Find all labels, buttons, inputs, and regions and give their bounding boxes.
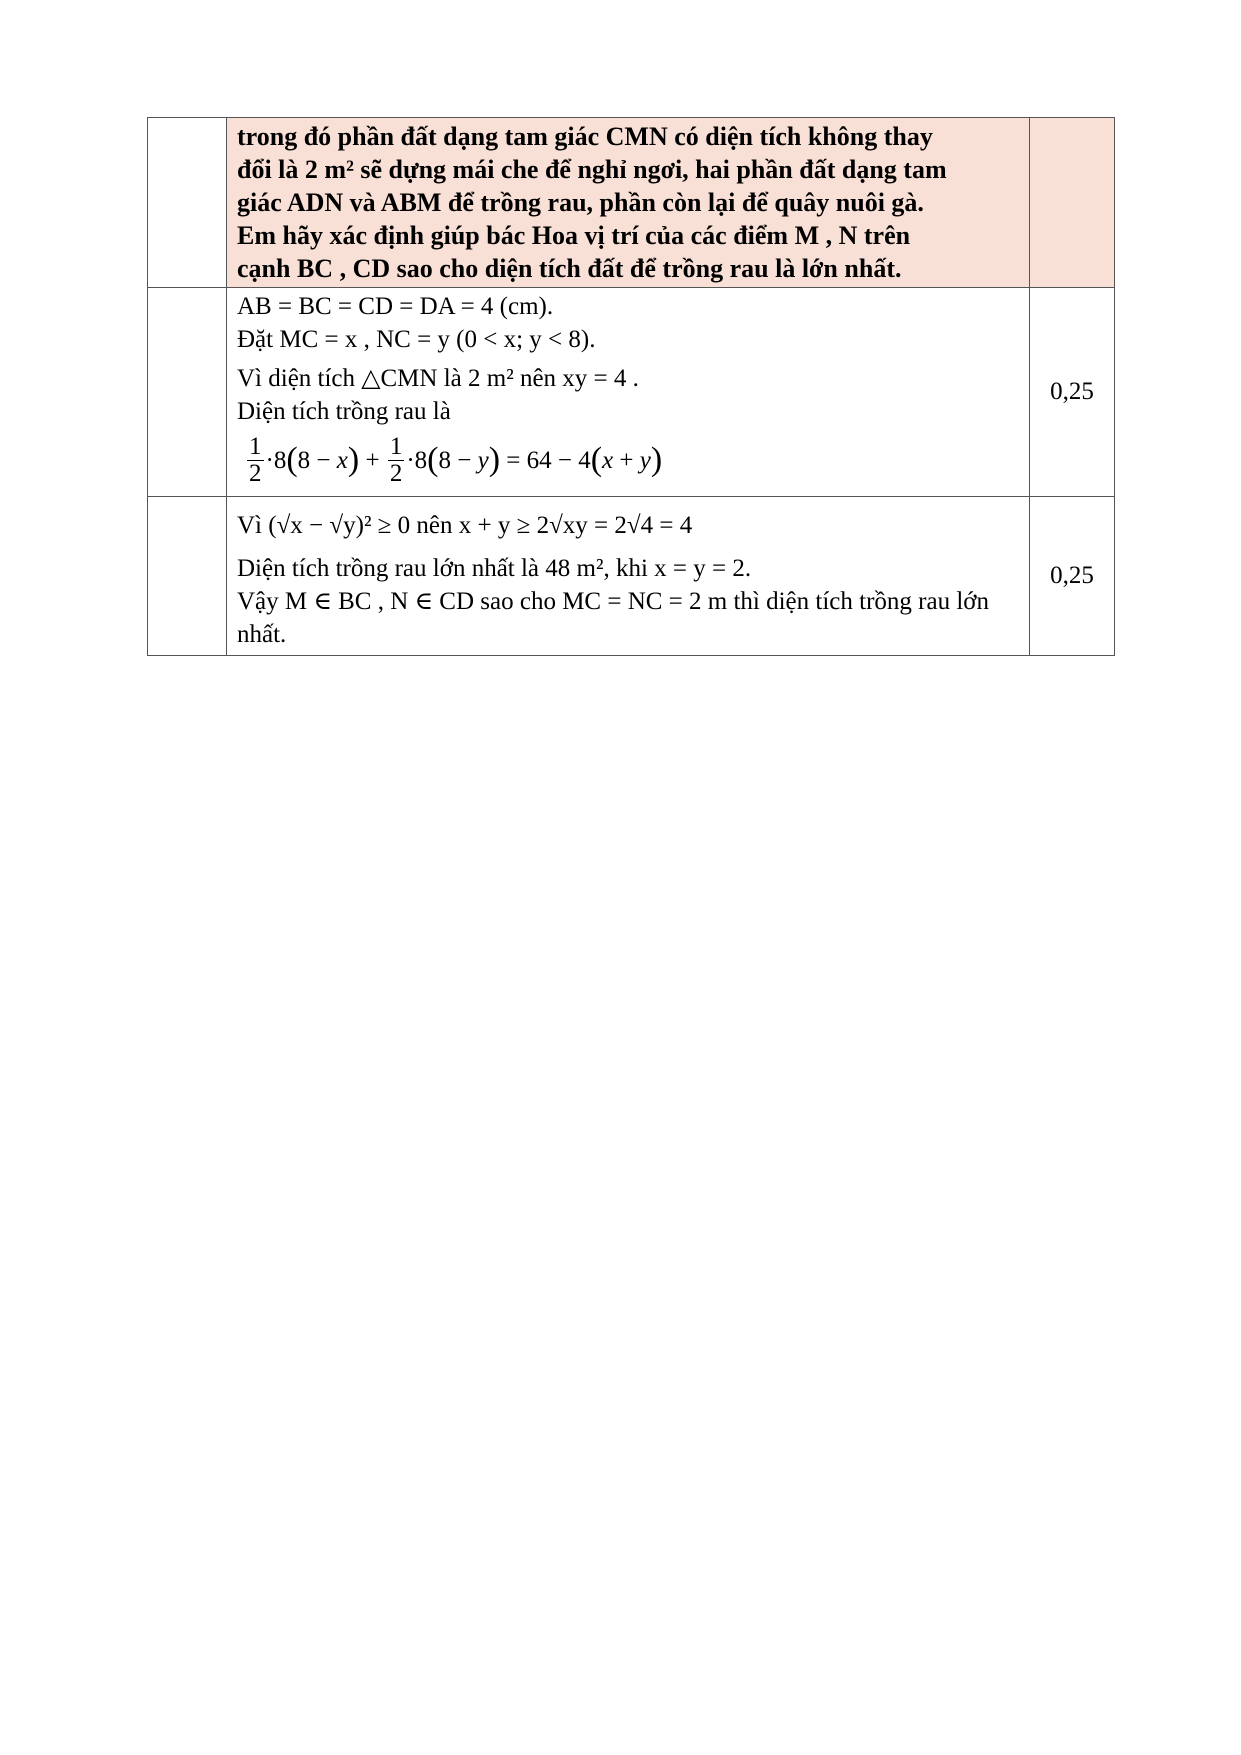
- question-number-cell: [148, 118, 227, 288]
- problem-line: đổi là 2 m² sẽ dựng mái che để nghỉ ngơi, hai phần đất dạng tam: [237, 155, 947, 184]
- step1-score: 0,25: [1030, 288, 1115, 497]
- step2-content: [227, 497, 1030, 656]
- problem-line: trong đó phần đất dạng tam giác CMN có diện tích không thay: [237, 122, 933, 151]
- step1-line: Vì diện tích △CMN là 2 m² nên xy = 4 .: [237, 365, 639, 392]
- problem-line: Em hãy xác định giúp bác Hoa vị trí của các điểm M , N trên: [237, 221, 911, 250]
- problem-line: giác ADN và ABM để trồng rau, phần còn lại để quây nuôi gà.: [237, 188, 924, 217]
- problem-score-cell: [1030, 118, 1115, 288]
- area-formula: $\frac{1}{2}$ ·8 ( 8 − x ) + $\frac{1}{2}$ ·8 ( 8 − y ) = 64 − 4 ( x + y ): [249, 432, 663, 487]
- problem-row: [148, 118, 1115, 288]
- step1-line: AB = BC = CD = DA = 4 (cm).: [237, 293, 554, 320]
- step2-row: [148, 497, 1115, 656]
- step2-line: Vậy M ∈ BC , N ∈ CD sao cho MC = NC = 2 m thì diện tích trồng rau lớn nhất.: [237, 588, 990, 648]
- step2-score: 0,25: [1030, 497, 1115, 656]
- step2-line: Vì (√x − √y)² ≥ 0 nên x + y ≥ 2√xy = 2√4 = 4: [237, 512, 693, 539]
- step1-content: [227, 288, 1030, 497]
- step2-line: Diện tích trồng rau lớn nhất là 48 m², khi x = y = 2.: [237, 555, 752, 582]
- empty-cell: [148, 497, 227, 656]
- problem-line: cạnh BC , CD sao cho diện tích đất để trồng rau là lớn nhất.: [237, 254, 902, 283]
- fraction-half: $\frac{1}{2}$: [389, 432, 403, 487]
- solution-table: [147, 117, 1115, 656]
- step1-line: Đặt MC = x , NC = y (0 < x; y < 8).: [237, 326, 596, 353]
- step1-line: Diện tích trồng rau là: [237, 398, 451, 425]
- fraction-half: $\frac{1}{2}$: [249, 432, 262, 487]
- empty-cell: [148, 288, 227, 497]
- step1-row: [148, 288, 1115, 497]
- problem-statement: [227, 118, 1030, 288]
